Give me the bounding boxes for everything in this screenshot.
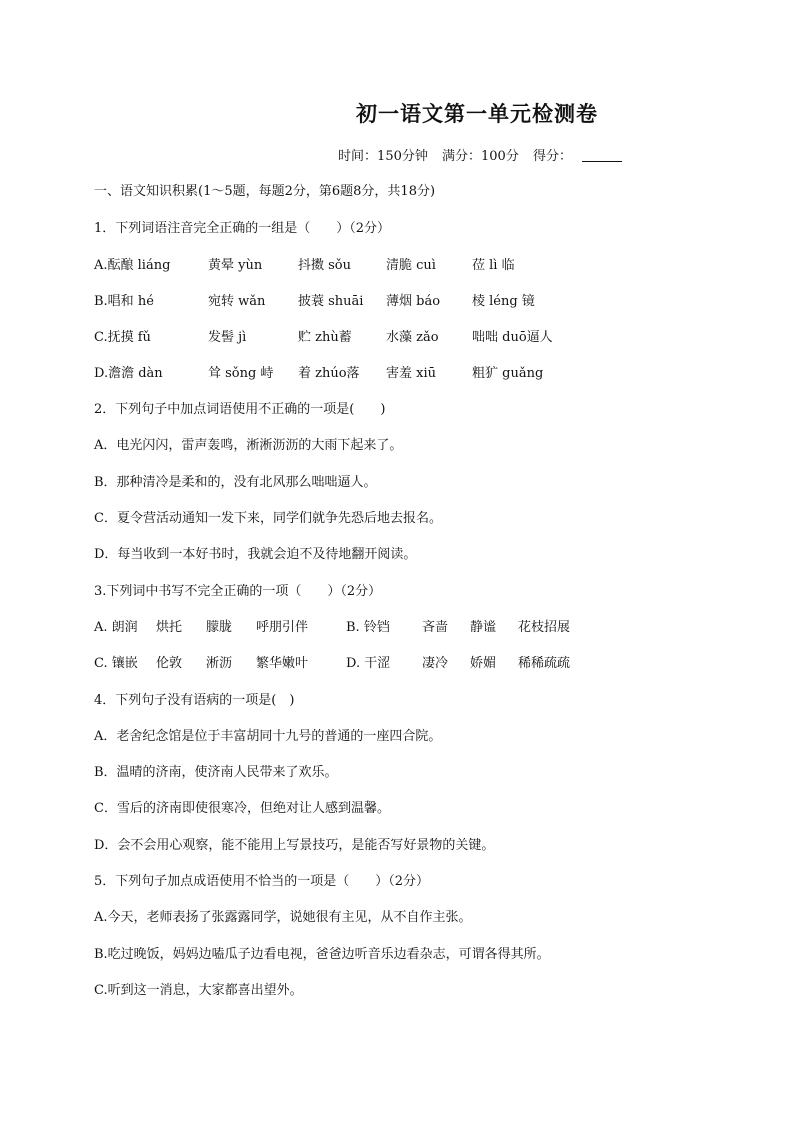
score-blank	[582, 149, 622, 162]
q2-option-b: B．那种清冷是柔和的，没有北风那么咄咄逼人。	[94, 475, 377, 490]
q3-row-1: A. 朗润 烘托 朦胧 呼朋引伴 B. 铃铛 吝啬 静谧 花枝招展	[94, 620, 571, 635]
q3-stem: 3.下列词中书写不完全正确的一项（ ）（2分）	[94, 584, 382, 599]
q5-option-a: A.今天，老师表扬了张露露同学，说她很有主见，从不自作主张。	[94, 910, 472, 925]
q2-stem: 2．下列句子中加点词语使用不正确的一项是( )	[94, 402, 386, 417]
q5-stem: 5．下列句子加点成语使用不恰当的一项是（ ）（2分）	[94, 874, 430, 889]
q1-option-d: D.澹澹 dàn 耸 sǒng 峙 着 zhúo落 害羞 xiū 粗犷 guǎng	[94, 366, 544, 381]
q4-stem: 4．下列句子没有语病的一项是( )	[94, 693, 295, 708]
q4-option-c: C．雪后的济南即使很寒冷，但绝对让人感到温馨。	[94, 801, 390, 816]
full-score-label: 满分：100分	[442, 149, 519, 164]
q4-option-b: B．温晴的济南，使济南人民带来了欢乐。	[94, 765, 338, 780]
q4-option-a: A．老舍纪念馆是位于丰富胡同十九号的普通的一座四合院。	[94, 729, 442, 744]
q1-stem: 1．下列词语注音完全正确的一组是（ ）（2分）	[94, 221, 391, 236]
q5-option-b: B.吃过晚饭，妈妈边嗑瓜子边看电视，爸爸边听音乐边看杂志，可谓各得其所。	[94, 947, 550, 962]
exam-meta	[328, 145, 622, 164]
q2-option-a: A．电光闪闪，雷声轰鸣，淅淅沥沥的大雨下起来了。	[94, 438, 403, 453]
q2-option-d: D．每当收到一本好书时，我就会迫不及待地翻开阅读。	[94, 547, 417, 562]
q1-option-b: B.唱和 hé 宛转 wǎn 披蓑 shuāi 薄烟 báo 棱 léng 镜	[94, 294, 535, 309]
time-label: 时间：150分钟	[338, 149, 428, 164]
q1-option-c: C.抚摸 fǔ 发髻 jì 贮 zhù蓄 水藻 zǎo 咄咄 duō逼人	[94, 330, 553, 345]
exam-title: 初一语文第一单元检测卷	[356, 101, 598, 126]
q1-option-a: A.酝酿 liáng 黄晕 yùn 抖擞 sǒu 清脆 cuì 莅 lì 临	[94, 258, 515, 273]
q2-option-c: C．夏令营活动通知一发下来，同学们就争先恐后地去报名。	[94, 511, 442, 526]
q3-row-2: C. 镶嵌 伦敦 淅沥 繁华嫩叶 D. 干涩 凄冷 娇媚 稀稀疏疏	[94, 656, 571, 671]
q5-option-c: C.听到这一消息，大家都喜出望外。	[94, 983, 303, 998]
q4-option-d: D．会不会用心观察，能不能用上写景技巧，是能否写好景物的关键。	[94, 838, 495, 853]
score-label: 得分：	[533, 149, 622, 164]
section-heading: 一、语文知识积累(1～5题，每题2分，第6题8分，共18分)	[94, 184, 436, 199]
